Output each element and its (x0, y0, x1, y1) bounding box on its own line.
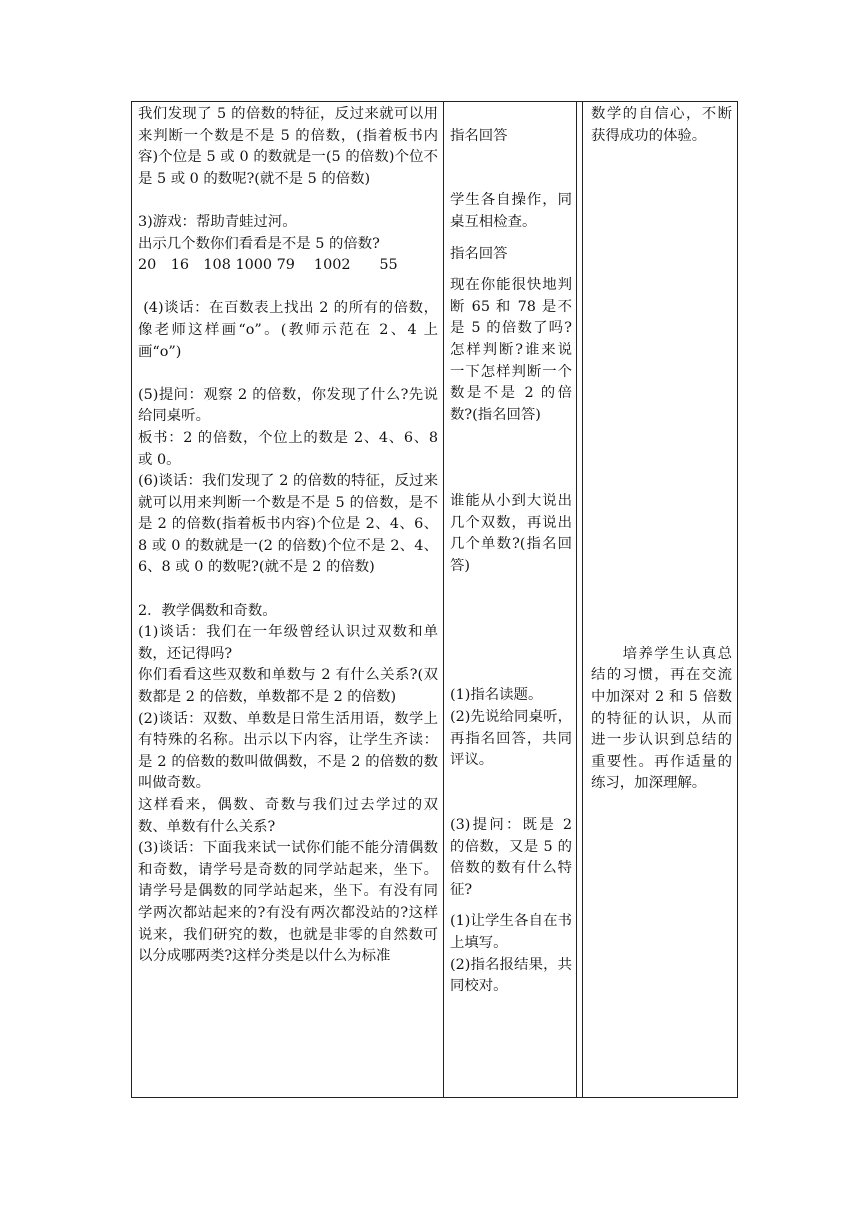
blank-line (450, 599, 572, 621)
blank-line (450, 664, 572, 686)
design-intent-column (582, 102, 737, 1097)
blank-line (450, 234, 572, 244)
blank-line (450, 265, 572, 275)
paragraph: (3)提问：既是 2 的倍数，又是 5 的倍数的数有什么特征? (450, 817, 577, 898)
paragraph: (2)先说给同桌听，再指名回答，共同评议。 (450, 709, 572, 769)
blank-line (450, 577, 572, 599)
blank-line (591, 320, 732, 342)
paragraph: (6)谈话：我们发现了 2 的倍数的特征，反过来就可以用来判断一个数是不是 5 的倍数，是不是 2 的倍数(指着板书内容)个位是 2、4、6、8 或 0 的数就是一(2 的倍数)个位不是 2、4、6、8 或 0 的数呢?(就不是 2 的倍数) (138, 473, 438, 576)
blank-line (591, 277, 732, 299)
paragraph: 我们发现了 5 的倍数的特征，反过来就可以用来判断一个数是不是 5 的倍数，(指着板书内容)个位是 5 或 0 的数就是一(5 的倍数)个位不是 5 或 0 的数呢?(就不是 5 的倍数) (138, 106, 438, 187)
blank-line (450, 470, 572, 492)
blank-line (591, 234, 732, 256)
blank-line (591, 406, 732, 428)
blank-line (591, 493, 732, 515)
teacher-activity-column (132, 102, 443, 1097)
student-activity-column (443, 102, 576, 1097)
paragraph: 3)游戏：帮助青蛙过河。 (138, 213, 297, 230)
paragraph: 数学的自信心，不断获得成功的体验。 (591, 106, 732, 144)
blank-line (450, 772, 572, 794)
blank-line (450, 104, 572, 126)
blank-line (591, 557, 732, 579)
paragraph: 学生各自操作，同桌互相检查。 (450, 192, 572, 230)
paragraph: 现在你能很快地判断 65 和 78 是不是 5 的倍数了吗?怎样判断?谁来说一下怎样判断一个数是不是 2 的倍数?(指名回答) (450, 277, 572, 423)
blank-line (591, 601, 732, 623)
blank-line (450, 793, 572, 815)
blank-line (138, 363, 438, 385)
blank-line (450, 642, 572, 664)
blank-line (591, 450, 732, 472)
paragraph: (3)谈话：下面我来试一试你们能不能分清偶数和奇数，请学号是奇数的同学站起来，坐下。请学号是偶数的同学站起来，坐下。有没有同学两次都站起来的?有没有两次都没站的?这样说来，我们研究的数，也就是非零的自然数可以分成哪两类?这样分类是以什么为标准 (138, 840, 438, 965)
blank-line (591, 342, 732, 364)
blank-line (138, 190, 438, 212)
blank-line (591, 471, 732, 493)
paragraph: 这样看来，偶数、奇数与我们过去学过的双数、单数有什么关系? (138, 797, 438, 835)
blank-line (591, 298, 732, 320)
blank-line (450, 147, 572, 169)
paragraph: (4)谈话：在百数表上找出 2 的所有的倍数，像老师这样画“o”。(教师示范在 2、4 上画“o”) (138, 300, 438, 360)
paragraph: (1)让学生各自在书上填写。 (450, 913, 572, 951)
paragraph: 你们看看这些双数和单数与 2 有什么关系?(双数都是 2 的倍数，单数都不是 2 的倍数) (138, 667, 438, 706)
blank-line (591, 579, 732, 601)
blank-line (450, 169, 572, 191)
blank-line (591, 536, 732, 558)
section-heading: 2．教学偶数和奇数。 (138, 602, 277, 619)
blank-line (138, 579, 438, 601)
blank-line (591, 363, 732, 385)
blank-line (591, 514, 732, 536)
paragraph: 谁能从小到大说出几个双数，再说出几个单数?(指名回答) (450, 493, 572, 574)
paragraph: (1)指名读题。 (450, 687, 543, 704)
blank-line (591, 169, 732, 191)
blank-line (591, 255, 732, 277)
blank-line (591, 147, 732, 169)
blank-line (591, 385, 732, 407)
paragraph: 板书：2 的倍数，个位上的数是 2、4、6、8 或 0。 (138, 429, 443, 468)
blank-line (450, 448, 572, 470)
paragraph: 指名回答 (450, 127, 508, 144)
blank-line (450, 621, 572, 643)
blank-line (591, 190, 732, 212)
blank-line (591, 622, 732, 644)
blank-line (450, 901, 572, 911)
paragraph: (5)提问：观察 2 的倍数，你发现了什么?先说给同桌听。 (138, 386, 438, 425)
lesson-plan-table (131, 101, 738, 1098)
paragraph: 指名回答 (450, 245, 508, 262)
blank-line (450, 426, 572, 448)
paragraph: (1)谈话：我们在一年级曾经认识过双数和单数，还记得吗? (138, 624, 438, 662)
paragraph: 出示几个数你们看看是不是 5 的倍数? (138, 235, 380, 252)
blank-line (591, 212, 732, 234)
number-list: 20 16 108 1000 79 1002 55 (138, 257, 398, 274)
paragraph: 培养学生认真总结的习惯，再在交流中加深对 2 和 5 倍数的特征的认识，从而进一步认识到总结的重要性。再作适量的练习，加深理解。 (591, 645, 732, 792)
paragraph: (2)谈话：双数、单数是日常生活用语，数学上有特殊的名称。出示以下内容，让学生齐读：是 2 的倍数的数叫做偶数，不是 2 的倍数的数叫做奇数。 (138, 710, 438, 792)
blank-line (138, 277, 438, 299)
paragraph: (2)指名报结果，共同校对。 (450, 956, 572, 995)
blank-line (591, 428, 732, 450)
